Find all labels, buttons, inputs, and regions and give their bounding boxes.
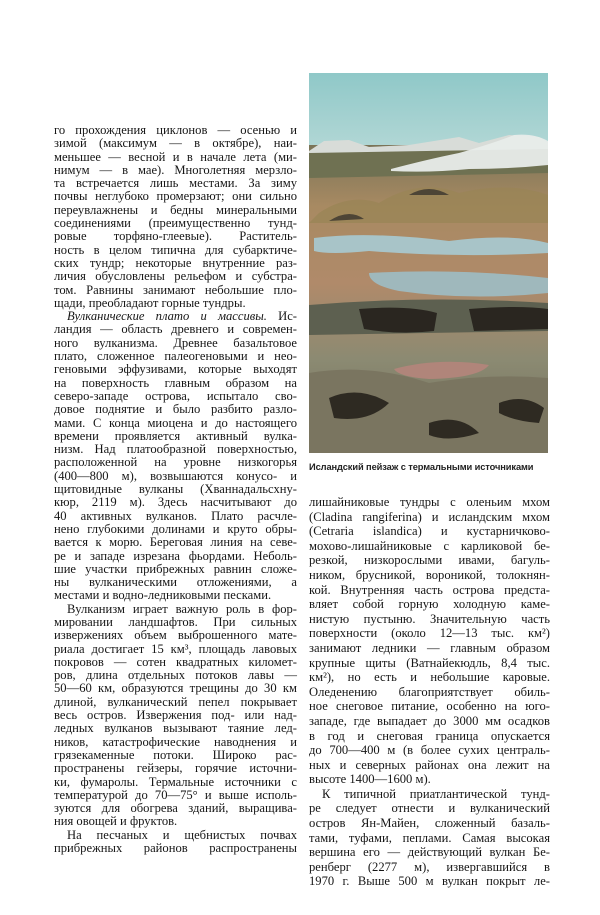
text-line: переувлажнены и бедны минеральными	[54, 202, 297, 217]
paragraph	[54, 124, 297, 310]
text-line: длиной, вулканический пепел покрывает	[54, 694, 297, 709]
text-line: зуются для обогрева зданий, выращива-	[54, 801, 297, 816]
text-line: 40 активных вулканов. Плато расчле-	[54, 508, 297, 523]
text-line: резкой, низкорослыми ивами, багуль-	[309, 553, 550, 568]
text-line: (Cladina rangiferina) и исландским мхом	[309, 509, 550, 524]
paragraph	[54, 310, 297, 603]
text-line: западе, где выпадает до 3000 мм осадков	[309, 713, 550, 728]
text-line: ки, фумаролы. Термальные источники с	[54, 774, 297, 789]
text-line: кюр, 2119 м). Здесь насчитывают до	[54, 495, 297, 510]
text-line: На песчаных и щебнистых почвах	[67, 827, 297, 842]
text-line: го прохождения циклонов — осенью и	[54, 123, 297, 137]
text-line: прибрежных районов распространены	[54, 841, 297, 856]
paragraph	[309, 495, 550, 787]
text-line: щитовидные вулканы (Хваннадальсхну-	[54, 482, 297, 497]
text-line: ных и северных районах она лежит на	[309, 757, 550, 772]
text-line: ровые торфяно-глеевые). Раститель-	[54, 229, 297, 244]
text-line: занимают ледники — главным образом	[309, 640, 550, 655]
text-line: остров Ян-Майен, сложенный базаль-	[309, 816, 550, 831]
text-line: ное снеговое питание, особенно на юго-	[309, 699, 550, 714]
text-line: 1970 г. Выше 500 м вулкан покрыт ле-	[309, 874, 550, 889]
text-line: том. Равнины занимают небольшие пло-	[54, 282, 297, 297]
text-line: Вулканизм играет важную роль в фор-	[67, 601, 297, 616]
text-line: ров, длина отдельных потоков лавы —	[54, 668, 297, 683]
text-line: ре и западе изрезана фьордами. Неболь-	[54, 548, 297, 563]
text-line: высоте 1400—1600 м).	[309, 772, 431, 787]
section-subheading: Вулканические плато и массивы.	[67, 309, 267, 324]
text-line: геновыми эффузивами, которые выходят	[54, 362, 297, 377]
text-line: К типичной приатлантической тунд-	[322, 786, 550, 801]
right-text-column	[309, 495, 550, 889]
text-line: мировании ландшафтов. При сильных	[54, 614, 297, 629]
text-line: вершина его — действующий вулкан Бе-	[309, 845, 550, 860]
text-line: 50—60 км, образуются трещины до 30 км	[54, 681, 297, 696]
text-line: вляет собой горную холодную каме-	[309, 597, 550, 612]
text-line: нено глубокими долинами и круто обры-	[54, 521, 297, 536]
paragraph	[54, 603, 297, 829]
text-line: ников, катастрофические наводнения и	[54, 734, 297, 749]
paragraph	[54, 829, 297, 856]
text-line: ре следует отнести и вулканический	[309, 801, 550, 816]
text-line: кой. Внутренняя часть острова предста-	[309, 582, 550, 597]
text-line: ного вулканизма. Древнее базальтовое	[54, 335, 297, 350]
text-line: ренберг (2277 м), извергавшийся в	[309, 859, 550, 874]
text-fragment: Ис-	[266, 309, 297, 324]
left-text-column	[54, 124, 297, 855]
text-line: ских тундр; некоторые внутренние раз-	[54, 255, 297, 270]
text-line: ность в целом типична для субарктиче-	[54, 242, 297, 257]
text-line: ландия — область древнего и современ-	[54, 322, 297, 337]
text-line	[54, 310, 297, 323]
text-line: мами. С конца миоцена и до настоящего	[54, 415, 297, 430]
text-line: лишайниковые тундры с оленьим мхом	[309, 495, 550, 509]
text-line: ледных вулканов вызывают таяние лед-	[54, 721, 297, 736]
text-line: щади, преобладают горные тундры.	[54, 295, 246, 310]
text-line: покровов — сотен квадратных километ-	[54, 654, 297, 669]
text-line: меньшее — весной и в начале лета (ми-	[54, 149, 297, 164]
text-line: тами, туфами, пеплами. Самая высокая	[309, 830, 550, 845]
text-line: почвы неглубоко промерзают; они сильно	[54, 189, 297, 204]
text-line: вается к морю. Береговая линия на севе-	[54, 535, 297, 550]
text-line: км²), но есть и небольшие каровые.	[309, 670, 550, 685]
text-line: ния овощей и фруктов.	[54, 814, 178, 829]
text-line: та встречается лишь местами. За зиму	[54, 176, 297, 191]
text-line: местами и водно-ледниковыми песками.	[54, 588, 272, 603]
text-line: плато, сложенное палеогеновыми и нео-	[54, 349, 297, 364]
text-line: мохово-лишайниковые с карликовой бе-	[309, 538, 550, 553]
iceland-landscape-photo	[309, 73, 548, 453]
text-line: в год и снеговая граница опускается	[309, 728, 550, 743]
text-line: нимум — в мае). Многолетняя мерзло-	[54, 162, 297, 177]
text-line: расположенной на уровне низкогорья	[54, 455, 297, 470]
text-line: Оледенению благоприятствует обиль-	[309, 684, 550, 699]
text-line: извержениях объем выброшенного мате-	[54, 628, 297, 643]
text-line: низм. Над платообразной поверхностью,	[54, 442, 297, 457]
text-line: времени проявляется активный вулка-	[54, 428, 297, 443]
text-line: (Cetraria islandica) и кустарничково-	[309, 524, 550, 539]
text-line: довое поднятие и было разбито разло-	[54, 402, 297, 417]
text-line: весь остров. Извержения под- или над-	[54, 708, 297, 723]
text-line: на поверхность главным образом на	[54, 375, 297, 390]
text-line: шие участки прибрежных равнин сложе-	[54, 561, 297, 576]
text-line: ны вулканическими отложениями, а	[54, 575, 297, 590]
text-line: температурой до 70—75° и выше исполь-	[54, 787, 297, 802]
text-line: крупные щиты (Ватнайекюдль, 8,4 тыс.	[309, 655, 550, 670]
paragraph	[309, 787, 550, 889]
text-line: северо-западе острова, испытало сво-	[54, 388, 297, 403]
text-line: личия обусловлены рельефом и субстра-	[54, 269, 297, 284]
text-line: нистую пустыню. Значительную часть	[309, 611, 550, 626]
text-line: зимой (максимум — в октябре), наи-	[54, 136, 297, 151]
text-line: грязекаменные потоки. Широко рас-	[54, 747, 297, 762]
text-line: пространены гейзеры, горячие источни-	[54, 761, 297, 776]
text-line: риала достигает 15 км³, площадь лавовых	[54, 641, 297, 656]
text-line: поверхности (около 12—13 тыс. км²)	[309, 626, 550, 641]
text-line: до 700—400 м (в более сухих централь-	[309, 743, 550, 758]
text-line: ником, брусникой, вороникой, толокнян-	[309, 567, 550, 582]
figure-caption: Исландский пейзаж с термальными источниками	[309, 462, 534, 472]
text-line: (400—800 м), возвышаются конусо- и	[54, 468, 297, 483]
text-line: соединениями (преимущественно тунд-	[54, 216, 297, 231]
